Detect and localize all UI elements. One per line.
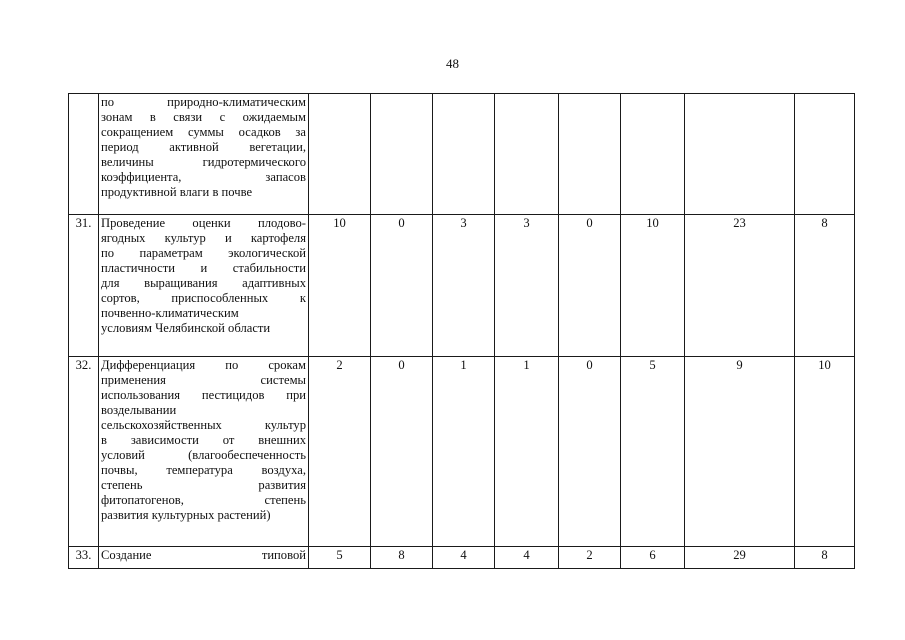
value-cell: 8 xyxy=(795,215,855,357)
description-line: сокращением суммы осадков за xyxy=(101,125,306,139)
value-cell xyxy=(795,94,855,215)
description-line: Проведение оценки плодово- xyxy=(101,216,306,230)
value-cell xyxy=(495,94,559,215)
description-line: развития культурных растений) xyxy=(101,508,271,522)
description-line: сельскохозяйственных культур xyxy=(101,418,306,432)
value-cell: 10 xyxy=(795,357,855,547)
value-cell: 0 xyxy=(559,215,621,357)
description-line: ягодных культур и картофеля xyxy=(101,231,306,245)
value-cell: 23 xyxy=(685,215,795,357)
description-line: сортов, приспособленных к xyxy=(101,291,306,305)
row-number xyxy=(69,94,99,215)
value-cell: 3 xyxy=(495,215,559,357)
value-cell xyxy=(559,94,621,215)
value-cell xyxy=(685,94,795,215)
description-line: почвенно-климатическим xyxy=(101,306,239,320)
row-description xyxy=(99,94,309,215)
description-line: почвы, температура воздуха, xyxy=(101,463,306,477)
description-line: Дифференциация по срокам xyxy=(101,358,306,372)
value-cell: 1 xyxy=(495,357,559,547)
value-cell: 5 xyxy=(621,357,685,547)
value-cell xyxy=(309,94,371,215)
value-cell: 8 xyxy=(371,547,433,569)
description-line: в зависимости от внешних xyxy=(101,433,306,447)
row-description xyxy=(99,215,309,357)
table-row xyxy=(69,547,855,569)
row-number: 32. xyxy=(69,357,99,547)
description-line: по природно-климатическим xyxy=(101,95,306,109)
description-line: применения системы xyxy=(101,373,306,387)
row-description xyxy=(99,357,309,547)
description-line: продуктивной влаги в почве xyxy=(101,185,253,199)
description-line: величины гидротермического xyxy=(101,155,306,169)
value-cell: 8 xyxy=(795,547,855,569)
value-cell: 0 xyxy=(371,357,433,547)
description-line: степень развития xyxy=(101,478,306,492)
value-cell: 2 xyxy=(559,547,621,569)
value-cell xyxy=(433,94,495,215)
value-cell: 10 xyxy=(309,215,371,357)
description-line: условий (влагообеспеченность xyxy=(101,448,306,462)
description-line: период активной вегетации, xyxy=(101,140,306,154)
value-cell: 0 xyxy=(371,215,433,357)
value-cell: 0 xyxy=(559,357,621,547)
description-line: условиям Челябинской области xyxy=(101,321,271,335)
value-cell: 9 xyxy=(685,357,795,547)
value-cell: 6 xyxy=(621,547,685,569)
description-line: фитопатогенов, степень xyxy=(101,493,306,507)
description-line: Создание типовой xyxy=(101,548,306,562)
description-line: по параметрам экологической xyxy=(101,246,306,260)
page-number: 48 xyxy=(446,56,459,71)
description-line: зонам в связи с ожидаемым xyxy=(101,110,306,124)
description-line: пластичности и стабильности xyxy=(101,261,306,275)
value-cell: 10 xyxy=(621,215,685,357)
table-row xyxy=(69,357,855,547)
description-line: коэффициента, запасов xyxy=(101,170,306,184)
value-cell: 3 xyxy=(433,215,495,357)
value-cell: 4 xyxy=(433,547,495,569)
value-cell xyxy=(371,94,433,215)
value-cell: 29 xyxy=(685,547,795,569)
value-cell: 5 xyxy=(309,547,371,569)
row-number: 31. xyxy=(69,215,99,357)
description-line: для выращивания адаптивных xyxy=(101,276,306,290)
row-number: 33. xyxy=(69,547,99,569)
row-description xyxy=(99,547,309,569)
data-table xyxy=(68,93,855,569)
description-line: возделывании xyxy=(101,403,177,417)
table-row xyxy=(69,94,855,215)
table-row xyxy=(69,215,855,357)
value-cell xyxy=(621,94,685,215)
value-cell: 1 xyxy=(433,357,495,547)
description-line: использования пестицидов при xyxy=(101,388,306,402)
value-cell: 4 xyxy=(495,547,559,569)
value-cell: 2 xyxy=(309,357,371,547)
